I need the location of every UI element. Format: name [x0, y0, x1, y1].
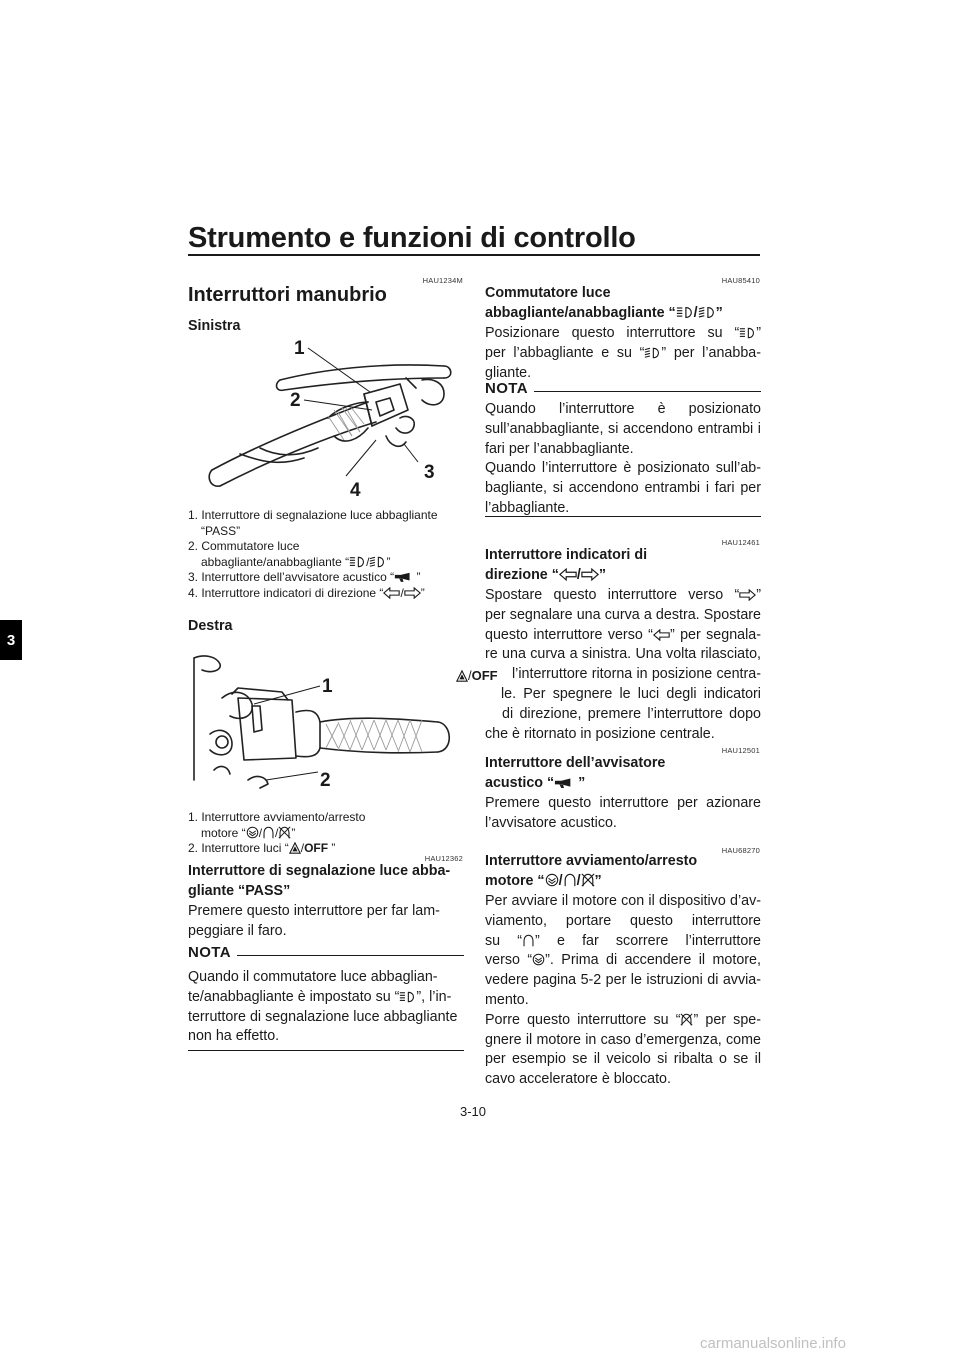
section-title: Interruttori manubrio	[188, 284, 387, 306]
turn-signal-body: Spostare questo interruttore verso “ ” per segnalare una curva a destra. Spostare questo interruttore verso “ ” per segnala- re una curva a sinistra. Una volta rilasciato, l’interruttore ritorna in posizione centra- le. Per spegnere le luci degli indicatori di direzione, premere l’interruttore dopo che è ritornato in posizione centrale.	[485, 587, 761, 742]
caption-line: motore “ / / ”	[201, 825, 296, 840]
fig1-captions	[188, 508, 468, 601]
destra-label: Destra	[188, 618, 233, 634]
callout-1: 1	[322, 676, 333, 697]
ref-code: HAU85410	[721, 276, 760, 285]
sinistra-label: Sinistra	[188, 318, 241, 334]
start-stop-body: Per avviare il motore con il dispositivo d’av- viamento, portare questo interruttore su “ ” e far scorrere l’interruttore verso “ ”. Prima di accendere il motore, vedere pagina 5-2 per le istruzioni di avvia- mento. Porre questo interruttore su “ ” per spe- gnere il motore in caso d’emergenza, come per esempio se il veicolo si ribalta o se il cavo acceleratore è bloccato.	[485, 893, 761, 1088]
ref-code: HAU12362	[424, 854, 463, 863]
high-beam-icon	[349, 556, 366, 568]
caption-line: 3. Interruttore dell’avvisatore acustico “ ”	[188, 570, 421, 584]
start-icon	[545, 873, 559, 887]
high-beam-icon	[739, 327, 756, 339]
horn-icon	[394, 572, 413, 583]
callout-2: 2	[290, 390, 301, 411]
horn-switch-body: Premere questo interruttore per azionare l’avvisatore acustico.	[485, 795, 761, 831]
turn-right-icon	[581, 568, 599, 581]
caption-line: 4. Interruttore indicatori di direzione “ / ”	[188, 585, 425, 600]
pass-switch-title: Interruttore di segnalazione luce abba- gliante “PASS”	[188, 863, 451, 899]
nota-body: Quando il commutatore luce abbaglian- te/anabbagliante è impostato su “ ”, l’in- terruttore di segnalazione luce abbagliante non ha effetto.	[188, 969, 458, 1045]
watermark: carmanualsonline.info	[700, 1335, 846, 1352]
nota-end-rule	[485, 516, 761, 517]
engine-stop-icon	[680, 1013, 693, 1026]
beam-switch-body: Posizionare questo interruttore su “ ” per l’abbagliante e su “ ” per l’anabba- gliante.	[485, 325, 761, 381]
pass-switch-body: Premere questo interruttore per far lam- peggiare il faro.	[188, 903, 440, 939]
turn-right-icon	[404, 587, 421, 599]
ref-code: HAU1234M	[422, 276, 463, 285]
low-beam-icon	[644, 347, 661, 359]
light-icon	[289, 842, 301, 854]
stray-light-off-symbol: /OFF	[456, 668, 498, 683]
turn-left-icon	[653, 629, 670, 641]
caption-line: “PASS”	[201, 523, 241, 538]
nota-heading	[485, 380, 761, 397]
caption-line: 1. Interruttore di segnalazione luce abbagliante	[188, 508, 438, 522]
start-icon	[532, 953, 545, 966]
title-rule	[188, 254, 760, 256]
turn-right-icon	[739, 589, 756, 601]
high-beam-icon	[399, 991, 416, 1003]
chapter-tab[interactable]: 3	[0, 620, 22, 660]
turn-signal-title: Interruttore indicatori di direzione “ / ”	[485, 547, 648, 583]
ref-code: HAU68270	[721, 846, 760, 855]
caption-line: 2. Interruttore luci “ /OFF ”	[188, 841, 336, 855]
beam-switch-title: Commutatore luce abbagliante/anabbagliante “ / ”	[485, 285, 723, 321]
caption-line: abbagliante/anabbagliante “ / ”	[201, 554, 391, 569]
light-icon	[456, 670, 468, 682]
nota-rule	[237, 955, 464, 956]
nota-label: NOTA	[485, 380, 528, 397]
nota-heading	[188, 944, 464, 961]
nota-body: Quando l’interruttore è posizionato sull’anabbagliante, si accendono entrambi i fari per l’anabbagliante. Quando l’interruttore è posizionato sull’ab- bagliante, si accendono entrambi i fari per l’abbagliante.	[485, 401, 761, 516]
nota-rule	[534, 391, 761, 392]
turn-left-icon	[383, 587, 400, 599]
nota-end-rule	[188, 1050, 464, 1051]
turn-left-icon	[559, 568, 577, 581]
start-stop-title: Interruttore avviamento/arresto motore “ / / ”	[485, 853, 698, 889]
engine-run-icon	[522, 934, 535, 947]
ref-code: HAU12501	[721, 746, 760, 755]
low-beam-icon	[369, 556, 386, 568]
callout-4: 4	[350, 480, 361, 501]
page-number: 3-10	[460, 1104, 487, 1119]
fig2-captions	[188, 810, 468, 857]
start-icon	[246, 826, 259, 839]
engine-run-icon	[262, 826, 275, 839]
ref-code: HAU12461	[721, 538, 760, 547]
low-beam-icon	[698, 306, 716, 319]
caption-line: 2. Commutatore luce	[188, 539, 300, 553]
engine-run-icon	[563, 873, 577, 887]
callout-1: 1	[294, 338, 305, 359]
caption-line: 1. Interruttore avviamento/arresto	[188, 810, 366, 824]
engine-stop-icon	[278, 826, 291, 839]
horn-icon	[554, 778, 574, 789]
chapter-title: Strumento e funzioni di controllo	[188, 222, 636, 254]
horn-switch-title: Interruttore dell’avvisatore acustico “ ”	[485, 755, 666, 791]
callout-3: 3	[424, 462, 435, 483]
high-beam-icon	[676, 306, 694, 319]
callout-2: 2	[320, 770, 331, 791]
engine-stop-icon	[581, 873, 595, 887]
nota-label: NOTA	[188, 944, 231, 961]
